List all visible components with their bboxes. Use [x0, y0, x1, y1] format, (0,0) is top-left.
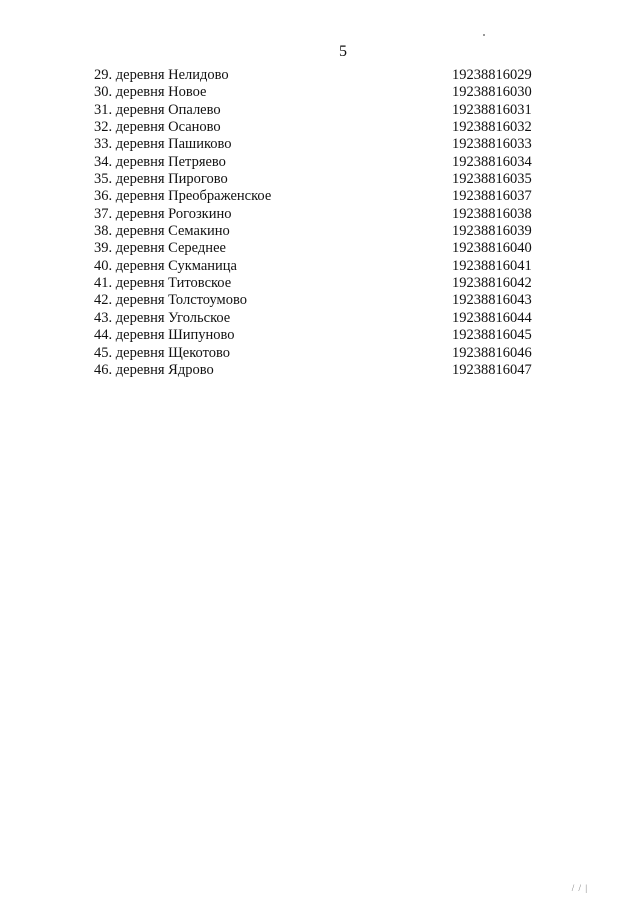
settlement-code: 19238816035: [452, 171, 532, 188]
list-item: [94, 188, 544, 205]
settlement-name: 41. деревня Титовское: [94, 275, 232, 292]
settlement-name: 29. деревня Нелидово: [94, 67, 229, 83]
page-number: 5: [339, 43, 347, 60]
settlement-name: 34. деревня Петряево: [94, 153, 226, 170]
settlement-code: 19238816037: [452, 188, 532, 205]
settlement-code: 19238816030: [452, 84, 532, 101]
settlement-name: 46. деревня Ядрово: [94, 361, 214, 378]
list-item: [94, 275, 544, 292]
settlement-code: 19238816034: [452, 153, 532, 170]
settlement-code: 19238816039: [452, 223, 532, 240]
settlement-code: 19238816046: [452, 344, 532, 361]
settlement-code: 19238816031: [452, 101, 532, 118]
list-item: [94, 154, 544, 171]
settlement-code: 19238816040: [452, 240, 532, 257]
list-item: [94, 345, 544, 362]
list-item: [94, 119, 544, 136]
settlement-code: 19238816043: [452, 292, 532, 309]
settlement-code: 19238816042: [452, 275, 532, 292]
settlement-name: 35. деревня Пирогово: [94, 171, 228, 188]
list-item: [94, 84, 544, 101]
scan-corner-mark: / / |: [571, 883, 588, 893]
list-item: [94, 258, 544, 275]
settlement-name: 45. деревня Щекотово: [94, 344, 230, 361]
settlement-name: 38. деревня Семакино: [94, 223, 230, 240]
settlement-name: 36. деревня Преображенское: [94, 188, 272, 205]
settlement-code: 19238816029: [452, 67, 532, 83]
settlement-name: 37. деревня Рогозкино: [94, 205, 232, 222]
settlement-name: 40. деревня Сукманица: [94, 257, 237, 274]
settlement-list: [94, 67, 544, 379]
settlement-code: 19238816044: [452, 309, 532, 326]
settlement-code: 19238816033: [452, 136, 532, 153]
settlement-code: 19238816047: [452, 361, 532, 378]
list-item: [94, 102, 544, 119]
list-item: [94, 223, 544, 240]
settlement-name: 43. деревня Угольское: [94, 309, 231, 326]
settlement-code: 19238816038: [452, 205, 532, 222]
settlement-name: 33. деревня Пашиково: [94, 136, 232, 153]
settlement-code: 19238816032: [452, 119, 532, 136]
settlement-name: 32. деревня Осаново: [94, 119, 221, 136]
list-item: [94, 310, 544, 327]
settlement-name: 31. деревня Опалево: [94, 101, 221, 118]
settlement-name: 30. деревня Новое: [94, 84, 207, 101]
list-item: [94, 67, 544, 84]
settlement-name: 42. деревня Толстоумово: [94, 292, 247, 309]
scan-speck: [483, 34, 485, 36]
settlement-name: 44. деревня Шипуново: [94, 327, 235, 344]
list-item: [94, 292, 544, 309]
settlement-code: 19238816045: [452, 327, 532, 344]
settlement-name: 39. деревня Середнее: [94, 240, 226, 257]
list-item: [94, 171, 544, 188]
list-item: [94, 240, 544, 257]
list-item: [94, 327, 544, 344]
list-item: [94, 136, 544, 153]
list-item: [94, 362, 544, 379]
list-item: [94, 206, 544, 223]
settlement-code: 19238816041: [452, 257, 532, 274]
